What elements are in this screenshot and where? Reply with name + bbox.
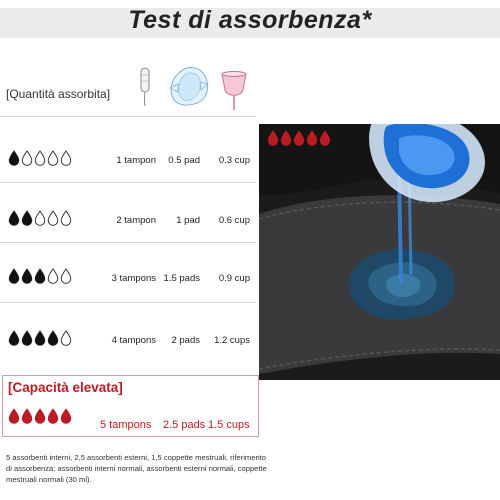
quantity-label: [Quantità assorbita] (6, 87, 111, 101)
pad-equivalent: 2 pads (171, 335, 200, 346)
filled-drop-icon (8, 330, 20, 346)
empty-drop-icon (34, 150, 46, 166)
high-capacity-pads: 2.5 pads (163, 419, 206, 431)
filled-drop-icon (21, 330, 33, 346)
absorbency-row-1 (0, 140, 256, 180)
cup-equivalent: 0.3 cup (218, 155, 250, 166)
photo-drop-rating (267, 130, 331, 146)
menstrual-cup-icon (218, 70, 250, 117)
empty-drop-icon (47, 150, 59, 166)
filled-drop-icon (319, 130, 331, 146)
filled-drop-icon (47, 408, 59, 424)
high-capacity-cups: 1.5 cups (208, 419, 250, 431)
filled-drop-icon (8, 210, 20, 226)
filled-drop-icon (47, 330, 59, 346)
tampon-equivalent: 2 tampon (116, 215, 156, 226)
empty-drop-icon (21, 150, 33, 166)
tampon-equivalent: 4 tampons (111, 335, 156, 346)
tampon-icon (138, 66, 152, 113)
empty-drop-icon (60, 150, 72, 166)
cup-equivalent: 0.9 cup (218, 273, 250, 284)
filled-drop-icon (34, 330, 46, 346)
product-photo (259, 124, 500, 380)
cup-equivalent: 1.2 cups (214, 335, 250, 346)
filled-drop-icon (34, 408, 46, 424)
drop-rating (8, 268, 72, 284)
empty-drop-icon (34, 210, 46, 226)
filled-drop-icon (21, 268, 33, 284)
pad-equivalent: 1 pad (176, 215, 200, 226)
high-capacity-drop-rating (8, 408, 72, 424)
filled-drop-icon (8, 150, 20, 166)
filled-drop-icon (21, 408, 33, 424)
pad-icon (166, 62, 212, 115)
divider (0, 182, 256, 183)
drop-rating (8, 330, 72, 346)
empty-drop-icon (60, 210, 72, 226)
high-capacity-label: [Capacità elevata] (8, 380, 123, 395)
high-capacity-tampons: 5 tampons (100, 419, 152, 431)
drop-rating (8, 210, 72, 226)
tampon-equivalent: 3 tampons (111, 273, 156, 284)
footnote: 5 assorbenti interni, 2,5 assorbenti esterni, 1,5 coppette mestruali, riferimento di assorbenza: assorbenti interni normali, assorbenti esterni normali, coppette mestruali normali (30 ml). (6, 453, 267, 484)
divider (0, 116, 256, 117)
page-title: Test di assorbenza* (128, 6, 372, 34)
tampon-equivalent: 1 tampon (116, 155, 156, 166)
cup-equivalent: 0.6 cup (218, 215, 250, 226)
divider (0, 242, 256, 243)
empty-drop-icon (60, 330, 72, 346)
empty-drop-icon (60, 268, 72, 284)
filled-drop-icon (306, 130, 318, 146)
filled-drop-icon (293, 130, 305, 146)
empty-drop-icon (47, 268, 59, 284)
pad-equivalent: 1.5 pads (163, 273, 200, 284)
pad-equivalent: 0.5 pad (168, 155, 200, 166)
filled-drop-icon (8, 408, 20, 424)
divider (0, 302, 256, 303)
filled-drop-icon (8, 268, 20, 284)
absorbency-row-3 (0, 258, 256, 298)
filled-drop-icon (60, 408, 72, 424)
filled-drop-icon (280, 130, 292, 146)
absorbency-row-2 (0, 200, 256, 240)
filled-drop-icon (267, 130, 279, 146)
absorbency-row-4 (0, 320, 256, 360)
filled-drop-icon (21, 210, 33, 226)
empty-drop-icon (47, 210, 59, 226)
drop-rating (8, 150, 72, 166)
filled-drop-icon (34, 268, 46, 284)
